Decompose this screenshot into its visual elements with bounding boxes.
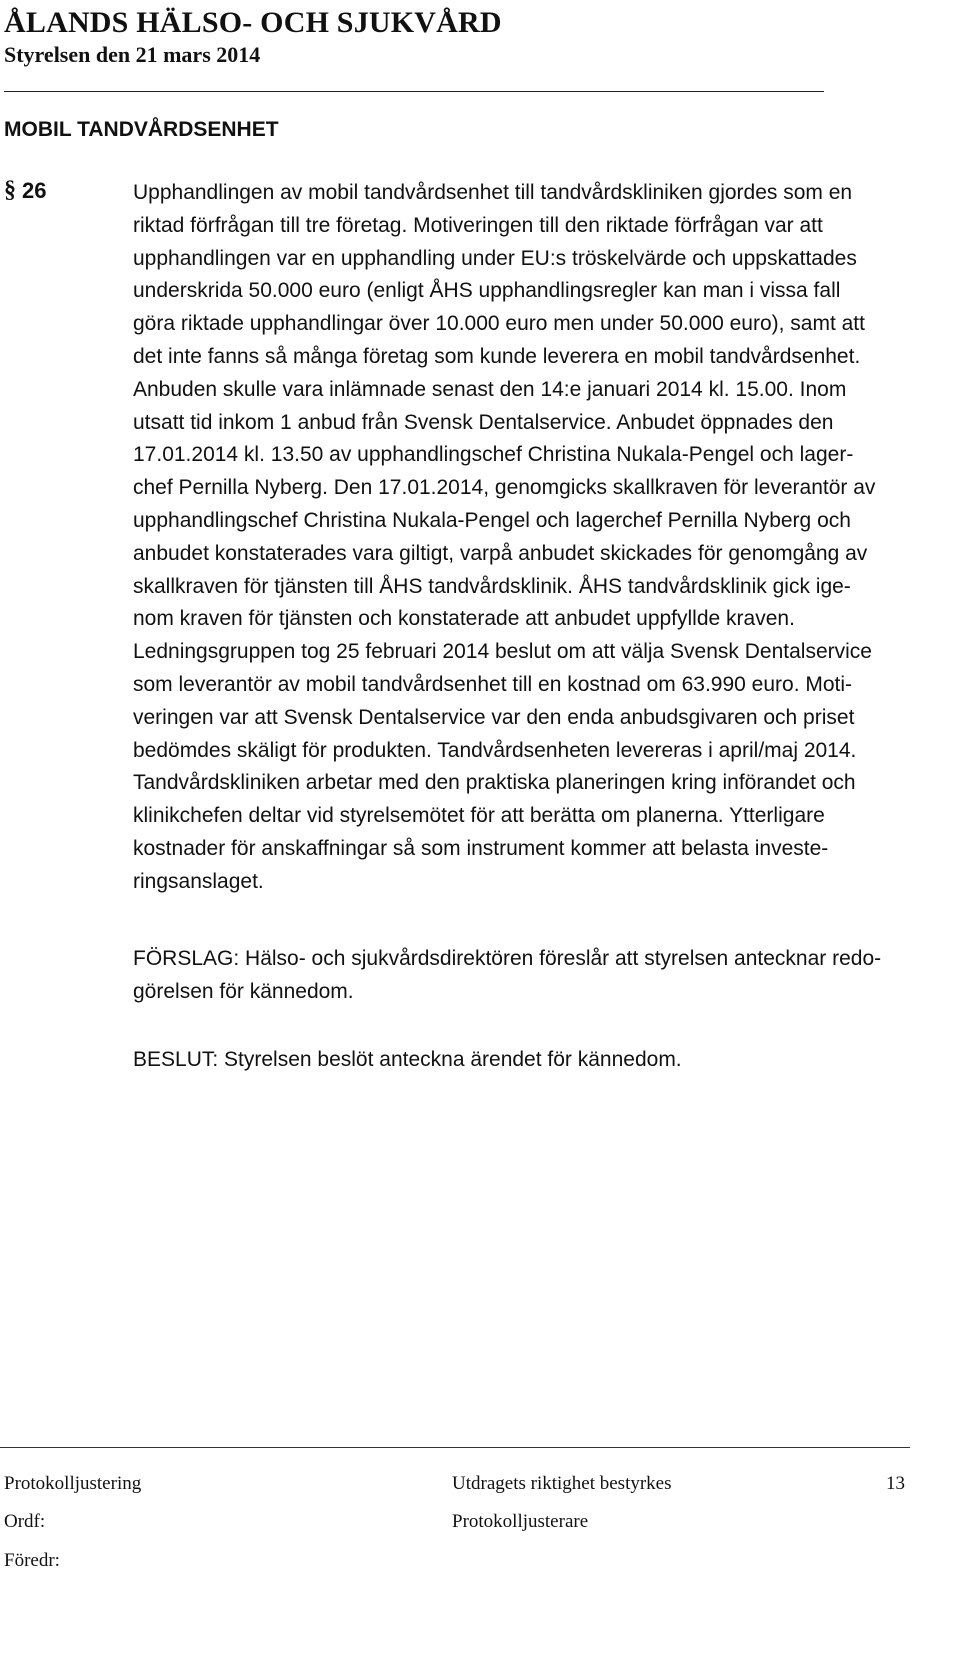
body-line: som leverantör av mobil tandvårdsenhet till en kostnad om 63.990 euro. Moti- [133,672,853,696]
decision-line: BESLUT: Styrelsen beslöt anteckna ärendet för kännedom. [133,1048,682,1071]
body-line: nom kraven för tjänsten och konstaterade att anbudet uppfyllde kraven. [133,607,795,631]
paragraph-body [133,177,893,899]
body-line: ringsanslaget. [133,869,264,893]
body-line: Ledningsgruppen tog 25 februari 2014 beslut om att välja Svensk Dentalservice [133,640,872,664]
footer-presenter-label: Föredr: [4,1550,60,1571]
body-line: utsatt tid inkom 1 anbud från Svensk Dentalservice. Anbudet öppnades den [133,410,834,434]
body-line: kostnader för anskaffningar så som instrument kommer att belasta investe- [133,836,829,860]
footer-certification-label: Utdragets riktighet bestyrkes [452,1473,672,1494]
footer-justification-label: Protokolljustering [4,1473,142,1494]
proposal-text [133,943,893,1009]
body-line: klinikchefen deltar vid styrelsemötet för att berätta om planerna. Ytterligare [133,804,825,828]
footer-adjusters-label: Protokolljusterare [452,1511,589,1532]
body-line: riktad förfrågan till tre företag. Motiveringen till den riktade förfrågan var att [133,213,823,237]
body-line: veringen var att Svensk Dentalservice var den enda anbudsgivaren och priset [133,705,855,729]
body-line: upphandlingen var en upphandling under EU:s tröskelvärde och uppskattades [133,246,857,270]
paragraph-number: 26 [22,178,47,203]
body-line: underskrida 50.000 euro (enligt ÅHS upphandlingsregler kan man i vissa fall [133,279,841,303]
proposal-line: FÖRSLAG: Hälso- och sjukvårdsdirektören föreslår att styrelsen antecknar redo- [133,947,882,970]
meeting-date: Styrelsen den 21 mars 2014 [4,42,261,67]
body-line: bedömdes skäligt för produkten. Tandvårdsenheten levereras i april/maj 2014. [133,738,857,762]
body-line: anbudet konstaterades vara giltigt, varpå anbudet skickades för genomgång av [133,541,868,565]
body-line: det inte fanns så många företag som kunde leverera en mobil tandvårdsenhet. [133,344,861,368]
organization-title: ÅLANDS HÄLSO- OCH SJUKVÅRD [4,6,502,39]
decision-text [133,1044,893,1077]
paragraph-symbol: § [4,177,16,203]
body-line: chef Pernilla Nyberg. Den 17.01.2014, genomgicks skallkraven för leverantör av [133,476,876,500]
body-line: göra riktade upphandlingar över 10.000 euro men under 50.000 euro), samt att [133,312,865,336]
body-line: 17.01.2014 kl. 13.50 av upphandlingschef Christina Nukala-Pengel och lager- [133,443,854,467]
body-line: Upphandlingen av mobil tandvårdsenhet till tandvårdskliniken gjordes som en [133,181,853,204]
footer-divider [0,1447,910,1448]
body-line: upphandlingschef Christina Nukala-Pengel och lagerchef Pernilla Nyberg och [133,508,851,532]
body-line: skallkraven för tjänsten till ÅHS tandvårdsklinik. ÅHS tandvårdsklinik gick ige- [133,574,851,598]
header-divider [4,91,824,92]
section-heading: MOBIL TANDVÅRDSENHET [4,118,279,141]
footer-chair-label: Ordf: [4,1511,46,1532]
proposal-line: görelsen för kännedom. [133,979,354,1003]
body-line: Tandvårdskliniken arbetar med den praktiska planeringen kring införandet och [133,771,856,795]
body-line: Anbuden skulle vara inlämnade senast den 14:e januari 2014 kl. 15.00. Inom [133,377,847,401]
page-number: 13 [886,1473,905,1494]
